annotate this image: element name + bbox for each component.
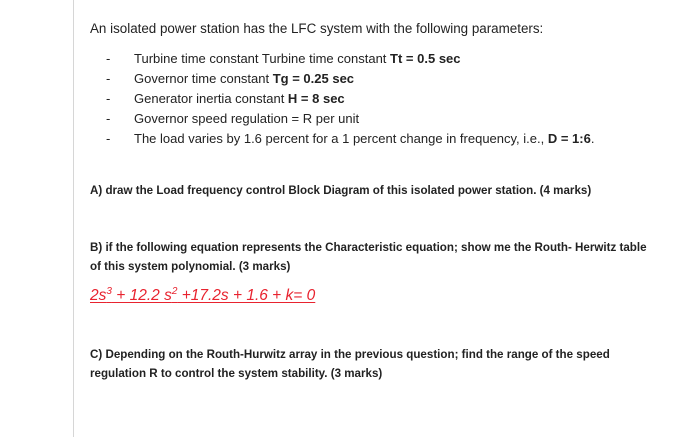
- equation-part: +17.2s + 1.6 + k= 0: [177, 287, 316, 304]
- equation-part: + 12.2 s: [111, 287, 172, 304]
- param-text: Generator inertia constant: [134, 91, 288, 106]
- bullet-dash: -: [106, 71, 111, 86]
- question-c: [90, 345, 610, 383]
- question-a: A) draw the Load frequency control Block Diagram of this isolated power station. (4 marks): [90, 184, 592, 197]
- param-value: H = 8 sec: [287, 91, 345, 106]
- param-text: Governor time constant: [134, 71, 273, 86]
- parameter-list: [106, 49, 594, 149]
- question-c-line1: C) Depending on the Routh-Hurwitz array in the previous question; find the range of the speed: [90, 348, 610, 361]
- param-value: D = 1:6: [547, 131, 591, 146]
- param-text: The load varies by 1.6 percent for a 1 percent change in frequency, i.e.,: [134, 131, 548, 146]
- bullet-dash: -: [106, 51, 111, 66]
- question-c-line2: regulation R to control the system stability. (3 marks): [90, 367, 383, 380]
- equation-exponent: 2: [171, 285, 178, 297]
- param-text: Turbine time constant Turbine time constant: [134, 51, 391, 66]
- question-b-line1: B) if the following equation represents the Characteristic equation; show me the Routh- Herwitz table: [90, 241, 647, 254]
- equation-part: 2s: [90, 287, 107, 304]
- characteristic-equation: [90, 287, 315, 305]
- param-period: .: [590, 131, 595, 146]
- intro-text: An isolated power station has the LFC system with the following parameters:: [90, 21, 544, 36]
- equation-exponent: 3: [106, 285, 112, 297]
- bullet-dash: -: [106, 111, 111, 126]
- param-value: Tg = 0.25 sec: [272, 71, 355, 86]
- list-item: [106, 69, 594, 89]
- list-item: [106, 129, 594, 149]
- list-item: [106, 109, 594, 129]
- bullet-dash: -: [106, 91, 111, 106]
- question-b: [90, 238, 647, 276]
- bullet-dash: -: [106, 131, 111, 146]
- list-item: [106, 89, 594, 109]
- param-text: Governor speed regulation = R per unit: [134, 111, 360, 126]
- question-b-line2: of this system polynomial. (3 marks): [90, 260, 291, 273]
- list-item: [106, 49, 594, 69]
- param-value: Tt = 0.5 sec: [390, 51, 461, 66]
